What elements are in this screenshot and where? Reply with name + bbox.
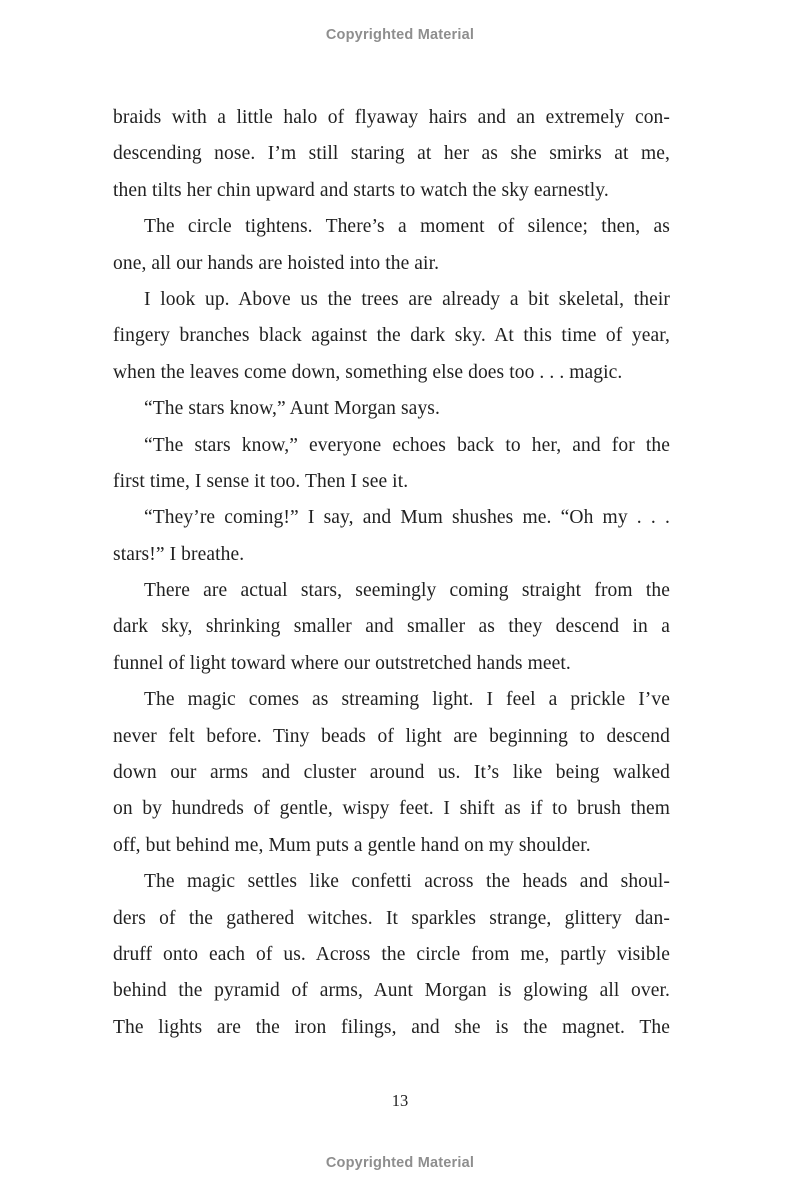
text-line: stars!” I breathe. [113,543,245,565]
text-line: The magic settles like confetti across the heads and shoul- [144,871,670,893]
page-number: 13 [391,1091,409,1110]
text-line: I look up. Above us the trees are already a bit skeletal, their [144,288,670,310]
text-line: when the leaves come down, something else does too . . . magic. [113,361,623,383]
text-line: “They’re coming!” I say, and Mum shushes me. “Oh my . . . [144,507,670,529]
text-line: fingery branches black against the dark sky. At this time of year, [113,325,670,347]
text-line: on by hundreds of gentle, wispy feet. I shift as if to brush them [113,798,670,820]
body-text [113,100,670,1046]
text-line: ders of the gathered witches. It sparkles strange, glittery dan- [113,907,670,929]
text-line: The magic comes as streaming light. I feel a prickle I’ve [144,689,670,711]
text-line: one, all our hands are hoisted into the air. [113,252,440,274]
text-line: dark sky, shrinking smaller and smaller as they descend in a [113,616,670,638]
text-line: druff onto each of us. Across the circle from me, partly visible [113,943,670,965]
text-line: descending nose. I’m still staring at her as she smirks at me, [113,143,670,165]
text-line: There are actual stars, seemingly coming straight from the [144,580,670,602]
text-line: first time, I sense it too. Then I see it. [113,470,409,492]
text-line: braids with a little halo of flyaway hairs and an extremely con- [113,107,670,128]
copyright-notice-top: Copyrighted Material [325,27,475,43]
text-line: behind the pyramid of arms, Aunt Morgan is glowing all over. [113,980,670,1002]
text-line: The lights are the iron filings, and she is the magnet. The [113,1016,670,1038]
text-line: then tilts her chin upward and starts to watch the sky earnestly. [113,179,609,201]
text-line: never felt before. Tiny beads of light are beginning to descend [113,725,670,747]
text-line: “The stars know,” everyone echoes back to her, and for the [144,434,670,456]
text-line: down our arms and cluster around us. It’s like being walked [113,762,670,784]
text-line: “The stars know,” Aunt Morgan says. [144,398,440,420]
copyright-notice-bottom: Copyrighted Material [325,1155,475,1171]
text-line: off, but behind me, Mum puts a gentle hand on my shoulder. [113,834,591,856]
text-line: funnel of light toward where our outstretched hands meet. [113,652,571,674]
text-line: The circle tightens. There’s a moment of silence; then, as [144,216,670,238]
